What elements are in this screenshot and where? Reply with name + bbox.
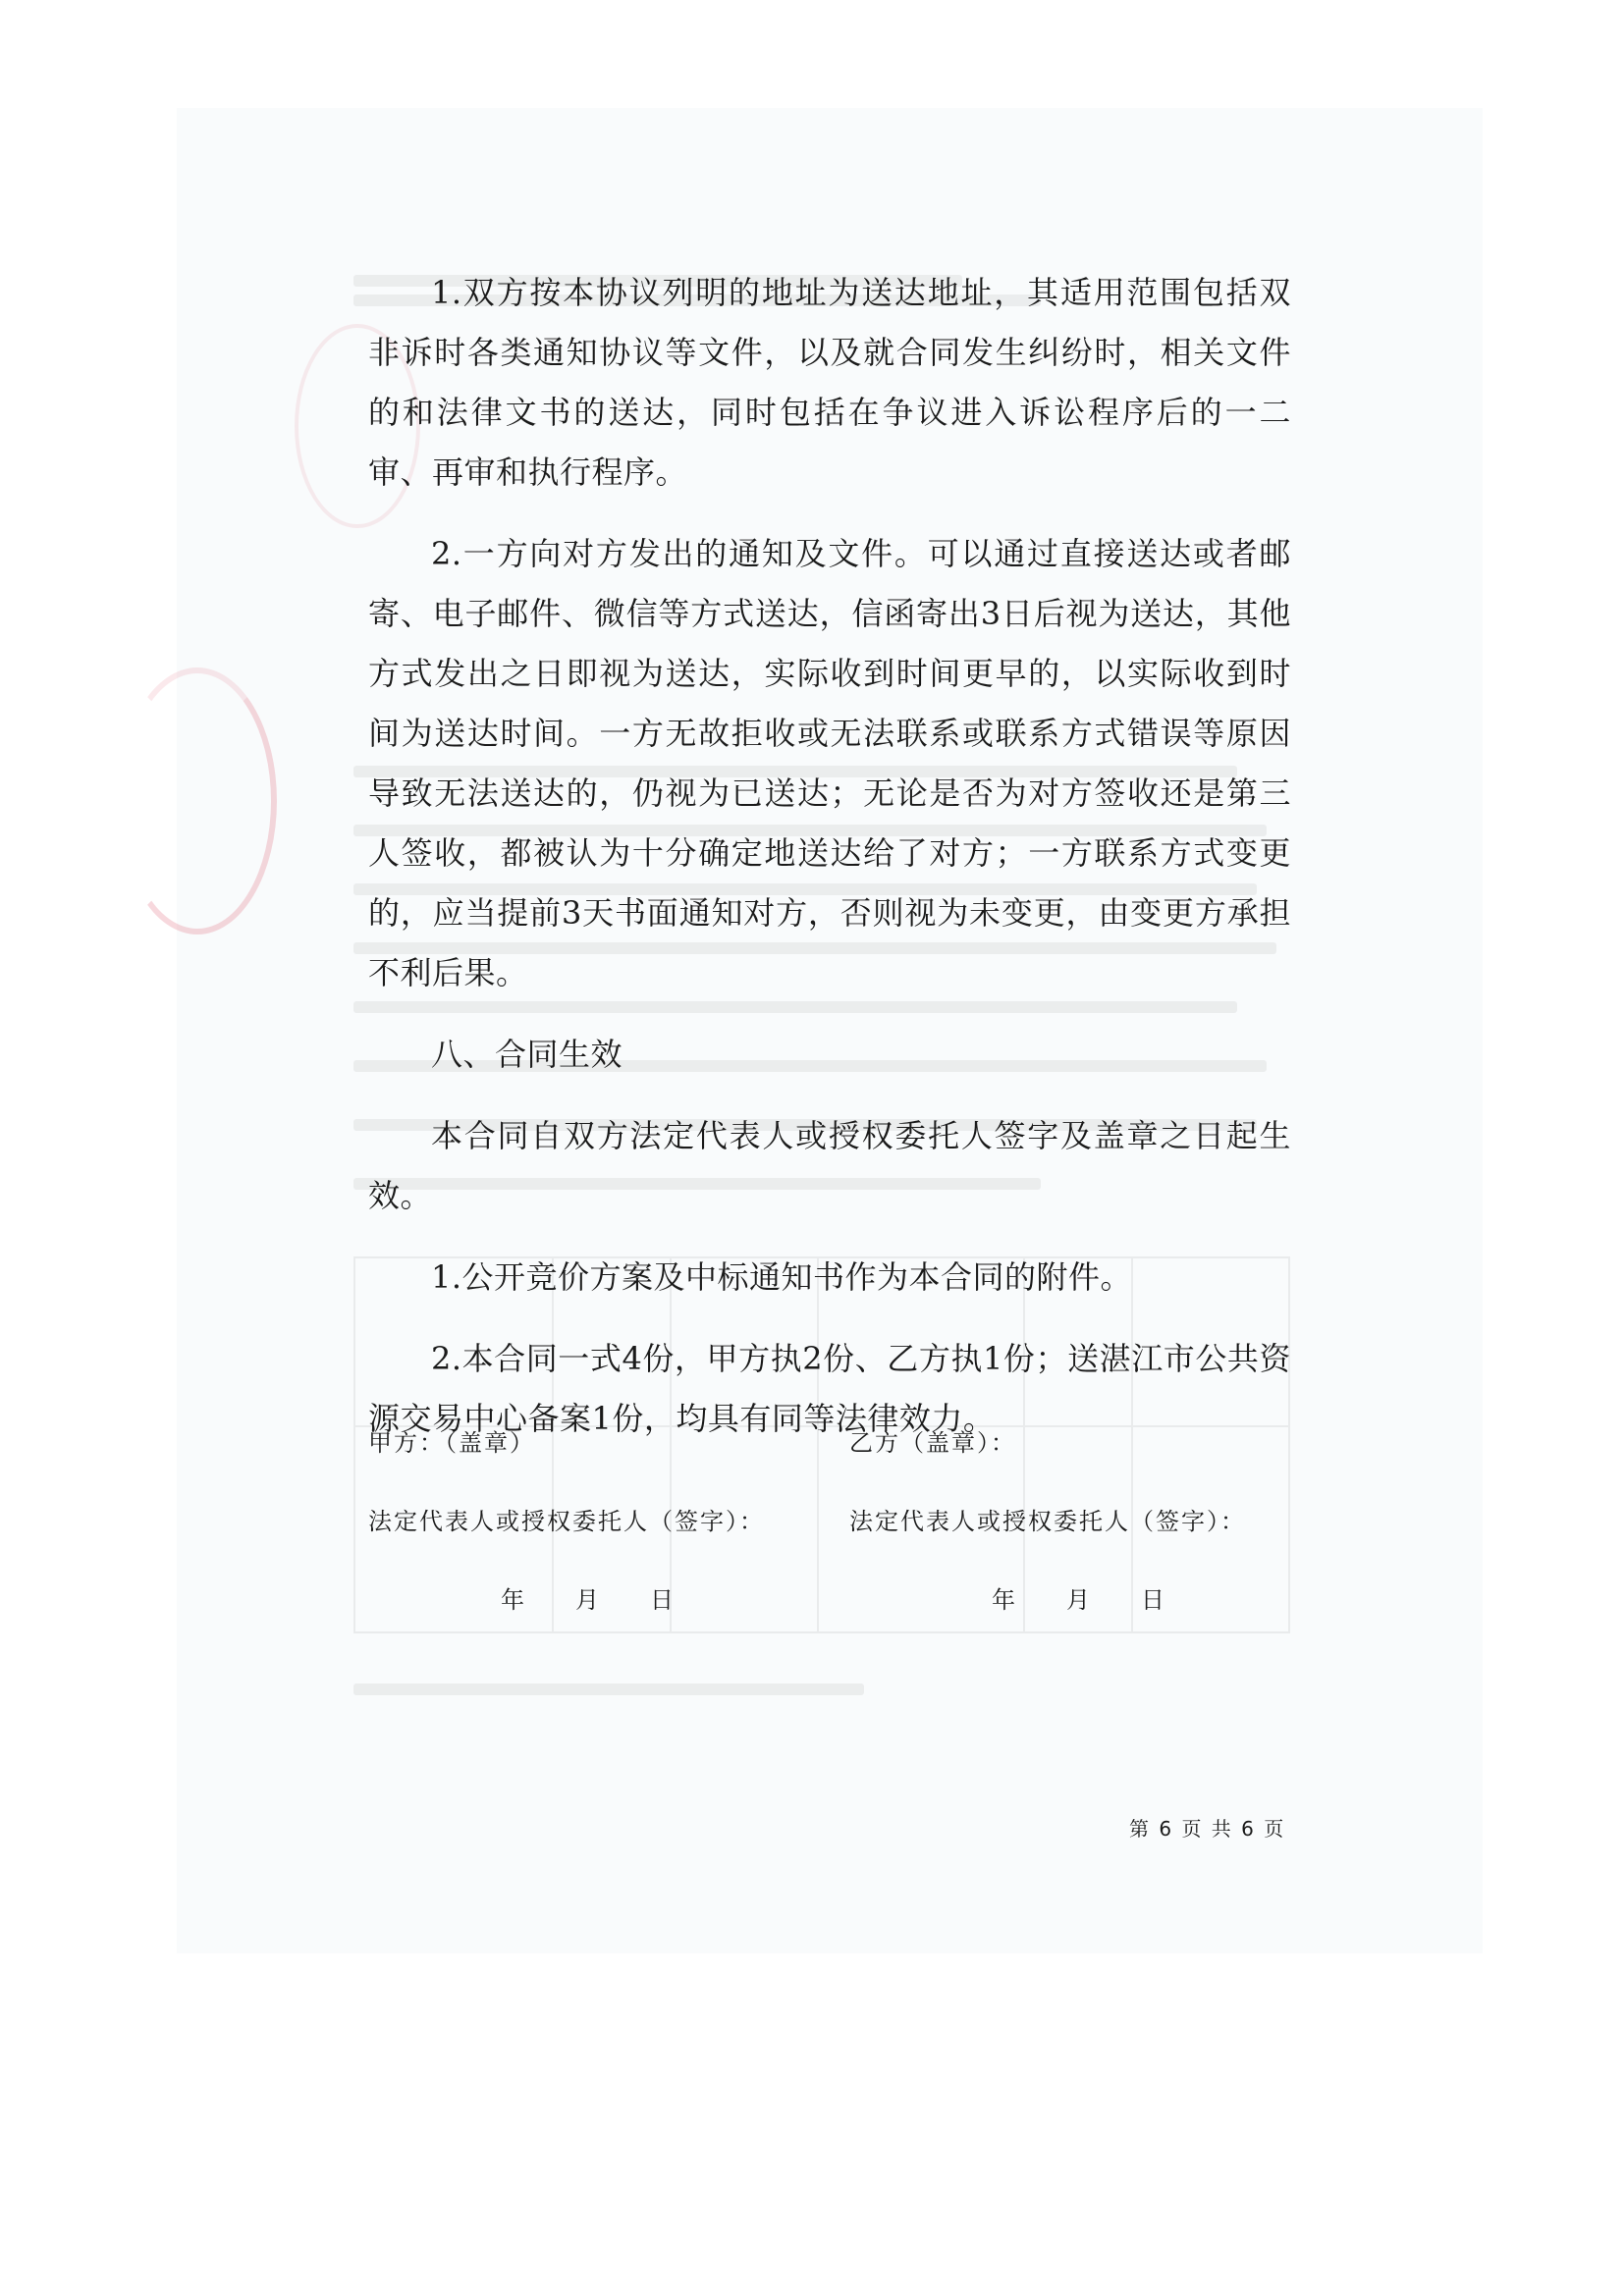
section-heading-contract-effect: 八、合同生效 — [431, 1036, 623, 1073]
clause-service-address: 1.双方按本协议列明的地址为送达地址，其适用范围包括双非诉时各类通知协议等文件，以及就合同发生纠纷时，相关文件的和法律文书的送达，同时包括在争议进入诉讼程序后的一二审、再审和执行程序。 — [368, 274, 1291, 491]
party-b-date — [992, 1580, 1166, 1615]
clause-effective-date: 本合同自双方法定代表人或授权委托人签字及盖章之日起生效。 — [368, 1117, 1291, 1214]
year-label: 年 — [992, 1586, 1017, 1614]
day-label: 日 — [1141, 1586, 1166, 1614]
date-row — [368, 1580, 1291, 1659]
signature-block — [368, 1423, 1291, 1659]
red-seal-mark — [118, 667, 277, 934]
party-b-representative-label: 法定代表人或授权委托人（签字）： — [849, 1508, 1246, 1535]
month-label: 月 — [1066, 1586, 1092, 1614]
clause-notice-delivery: 2.一方向对方发出的通知及文件。可以通过直接送达或者邮寄、电子邮件、微信等方式送达，信函寄出3日后视为送达，其他方式发出之日即视为送达，实际收到时间更早的，以实际收到时间为送达时间。一方无故拒收或无法联系或联系方式错误等原因导致无法送达的，仍视为已送达；无论是否为对方签收还是第三人签收，都被认为十分确定地送达给了对方；一方联系方式变更的，应当提前3天书面通知对方，否则视为未变更，由变更方承担不利后果。 — [368, 535, 1291, 991]
day-label: 日 — [650, 1586, 676, 1614]
month-label: 月 — [575, 1586, 601, 1614]
party-a-representative-label: 法定代表人或授权委托人（签字）： — [368, 1508, 765, 1535]
document-body — [368, 263, 1291, 1449]
party-b-seal-label: 乙方（盖章）： — [849, 1429, 1016, 1457]
page-number: 第 6 页 共 6 页 — [1129, 1817, 1286, 1841]
seal-row — [368, 1423, 1291, 1502]
representative-row — [368, 1502, 1291, 1580]
clause-attachments: 1.公开竞价方案及中标通知书作为本合同的附件。 — [431, 1258, 1133, 1296]
party-a-date — [501, 1580, 676, 1615]
party-a-seal-label: 甲方：（盖章） — [368, 1429, 535, 1457]
clause-copies: 2.本合同一式4份，甲方执2份、乙方执1份；送湛江市公共资源交易中心备案1份，均具有同等法律效力。 — [368, 1340, 1291, 1437]
year-label: 年 — [501, 1586, 526, 1614]
